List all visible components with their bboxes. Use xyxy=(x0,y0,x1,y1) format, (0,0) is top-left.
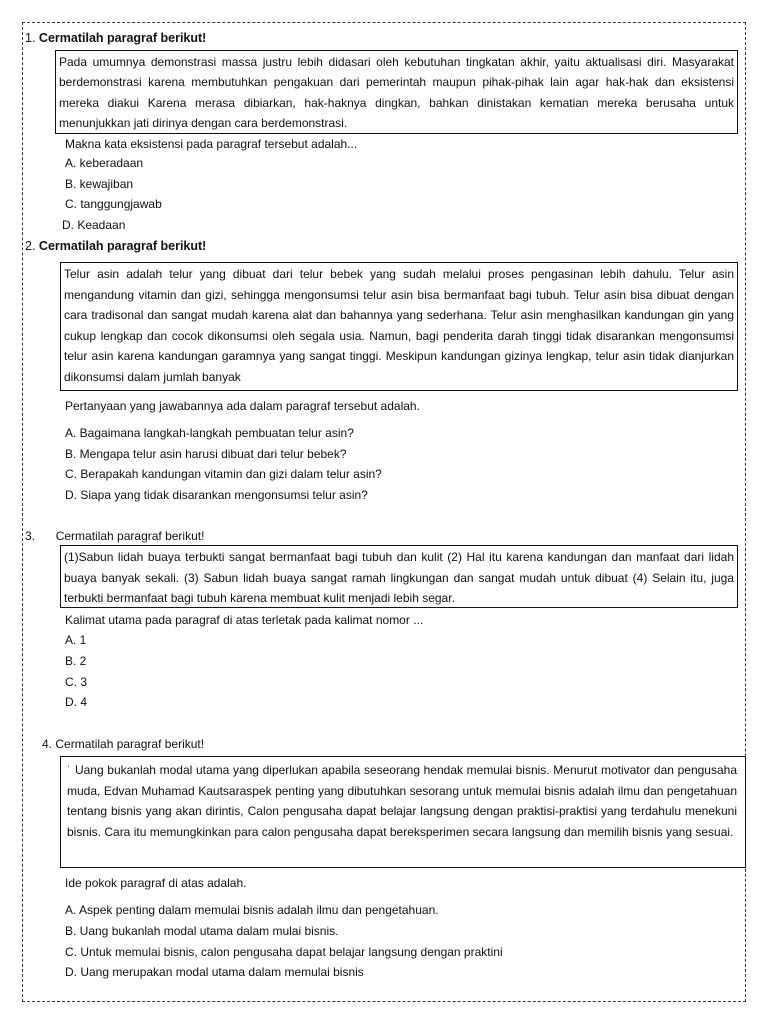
question-1-number: 1. xyxy=(25,31,36,45)
question-3-prompt: Kalimat utama pada paragraf di atas terletak pada kalimat nomor ... xyxy=(65,613,424,627)
question-4-paragraph: ˙ Uang bukanlah modal utama yang diperlukan apabila seseorang hendak memulai bisnis. Menurut motivator dan pengusaha muda, Edvan Muhamad Kautsaraspek penting yang dibutuhkan sesorang untuk memulai bisnis adalah ilmu dan pengetahuan tentang bisnis yang akan dirintis, Calon pengusaha dapat belajar langsung dengan praktisi-praktisi yang terdahulu menekuni bisnis. Cara itu memungkinkan para calon pengusaha dapat bereksperimen secara langsung dan memilih bisnis yang sesuai. xyxy=(60,756,746,868)
question-4-instruction: Cermatilah paragraf berikut! xyxy=(55,737,205,751)
question-4-prompt: Ide pokok paragraf di atas adalah. xyxy=(65,876,247,890)
question-2-instruction: Cermatilah paragraf berikut! xyxy=(38,239,207,253)
question-4-heading xyxy=(42,736,204,752)
question-2-option-b[interactable]: B. Mengapa telur asin harusi dibuat dari telur bebek? xyxy=(65,447,347,461)
question-3-heading xyxy=(25,528,204,544)
question-3-option-c[interactable]: C. 3 xyxy=(65,675,88,689)
question-3-instruction: Cermatilah paragraf berikut! xyxy=(55,529,205,543)
question-1-option-b[interactable]: B. kewajiban xyxy=(65,177,134,191)
question-4-option-a[interactable]: A. Aspek penting dalam memulai bisnis adalah ilmu dan pengetahuan. xyxy=(65,903,439,917)
question-2-prompt: Pertanyaan yang jawabannya ada dalam paragraf tersebut adalah. xyxy=(65,399,420,413)
question-2-option-c[interactable]: C. Berapakah kandungan vitamin dan gizi dalam telur asin? xyxy=(65,467,382,481)
question-4-option-b[interactable]: B. Uang bukanlah modal utama dalam mulai bisnis. xyxy=(65,924,339,938)
question-1-paragraph: Pada umumnya demonstrasi massa justru lebih didasari oleh kebutuhan tingkatan akhir, yaitu aktualisasi diri. Masyarakat berdemonstrasi karena membutuhkan pengakuan dari pemerintah maupun pihak-pihak lain agar hak-hak dan eksistensi mereka diakui Karena merasa dibiarkan, hak-haknya dingkan, bahkan dinistakan kematian mereka berusaha untuk menunjukkan jati dirinya dengan cara berdemonstrasi. xyxy=(55,50,738,134)
question-4-number: 4. xyxy=(42,737,53,751)
question-4-option-d[interactable]: D. Uang merupakan modal utama dalam memulai bisnis xyxy=(65,965,364,979)
question-1-heading xyxy=(25,30,206,46)
question-3-number: 3. xyxy=(25,529,36,543)
question-1-option-c[interactable]: C. tanggungjawab xyxy=(65,197,162,211)
question-2-paragraph: Telur asin adalah telur yang dibuat dari telur bebek yang sudah melalui proses pengasinan lebih dahulu. Telur asin mengandung vitamin dan gizi, sehingga mengonsumsi telur asin bisa bermanfaat bagi tubuh. Telur asin bisa dibuat dengan cara tradisonal dan sangat mudah karena alat dan bahannya yang sederhana. Telur asin menghasilkan kandungan gin yang cukup lengkap dan cocok dikonsumsi oleh segala usia. Namun, bagi penderita darah tinggi tidak disarankan mengonsumsi telur asin karena kandungan garamnya yang sangat tinggi. Meskipun kandungan gizinya lengkap, telur asin tidak dianjurkan dikonsumsi dalam jumlah banyak xyxy=(60,262,738,391)
question-2-heading xyxy=(25,238,206,254)
question-3-paragraph: (1)Sabun lidah buaya terbukti sangat bermanfaat bagi tubuh dan kulit (2) Hal itu karena kandungan dan manfaat dari lidah buaya banyak sekali. (3) Sabun lidah buaya sangat ramah lingkungan dan sangat mudah untuk dibuat (4) Selain itu, juga terbukti bermanfaat bagi tubuh karena membuat kulit menjadi lebih segar. xyxy=(60,545,738,608)
question-3-option-a[interactable]: A. 1 xyxy=(65,633,87,647)
question-3-option-b[interactable]: B. 2 xyxy=(65,654,87,668)
question-2-option-a[interactable]: A. Bagaimana langkah-langkah pembuatan telur asin? xyxy=(65,426,354,440)
question-4-option-c[interactable]: C. Untuk memulai bisnis, calon pengusaha dapat belajar langsung dengan praktini xyxy=(65,945,503,959)
question-1-option-a[interactable]: A. keberadaan xyxy=(65,156,144,170)
question-1-option-d[interactable]: D. Keadaan xyxy=(62,218,126,232)
question-3-option-d[interactable]: D. 4 xyxy=(65,695,88,709)
question-1-prompt: Makna kata eksistensi pada paragraf tersebut adalah... xyxy=(65,137,358,151)
question-1-instruction: Cermatilah paragraf berikut! xyxy=(38,31,207,45)
question-2-option-d[interactable]: D. Siapa yang tidak disarankan mengonsumsi telur asin? xyxy=(65,488,368,502)
question-2-number: 2. xyxy=(25,239,36,253)
